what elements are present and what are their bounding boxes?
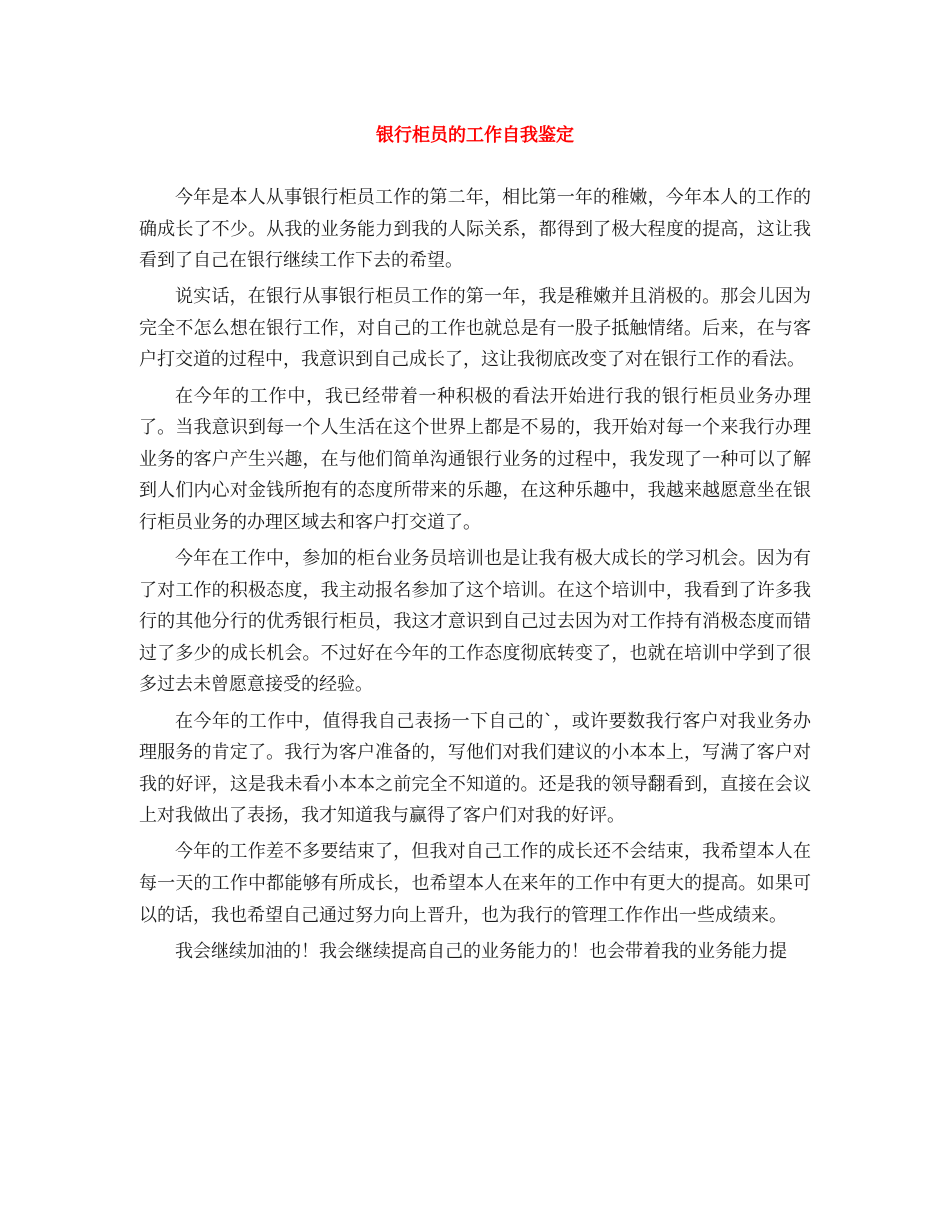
paragraph-6: 今年的工作差不多要结束了，但我对自己工作的成长还不会结束，我希望本人在每一天的工作中都能够有所成长，也希望本人在来年的工作中有更大的提高。如果可以的话，我也希望自己通过努力向上晋升，也为我行的管理工作作出一些成绩来。	[139, 841, 811, 926]
paragraph-1: 今年是本人从事银行柜员工作的第二年，相比第一年的稚嫩，今年本人的工作的确成长了不少。从我的业务能力到我的人际关系，都得到了极大程度的提高，这让我看到了自己在银行继续工作下去的希望。	[139, 187, 811, 272]
paragraph-7: 我会继续加油的！我会继续提高自己的业务能力的！也会带着我的业务能力提	[175, 940, 787, 962]
document-title: 银行柜员的工作自我鉴定	[376, 125, 574, 146]
document-body	[139, 182, 811, 972]
paragraph-3: 在今年的工作中，我已经带着一种积极的看法开始进行我的银行柜员业务办理了。当我意识到每一个人生活在这个世界上都是不易的，我开始对每一个来我行办理业务的客户产生兴趣，在与他们简单沟通银行业务的过程中，我发现了一种可以了解到人们内心对金钱所抱有的态度所带来的乐趣，在这种乐趣中，我越来越愿意坐在银行柜员业务的办理区域去和客户打交道了。	[139, 385, 811, 533]
paragraph-5: 在今年的工作中，值得我自己表扬一下自己的`，或许要数我行客户对我业务办理服务的肯定了。我行为客户准备的，写他们对我们建议的小本本上，写满了客户对我的好评，这是我未看小本本之前完全不知道的。还是我的领导翻看到，直接在会议上对我做出了表扬，我才知道我与赢得了客户们对我的好评。	[139, 710, 811, 827]
paragraph-2: 说实话，在银行从事银行柜员工作的第一年，我是稚嫩并且消极的。那会儿因为完全不怎么想在银行工作，对自己的工作也就总是有一股子抵触情绪。后来，在与客户打交道的过程中，我意识到自己成长了，这让我彻底改变了对在银行工作的看法。	[139, 286, 811, 371]
paragraph-4: 今年在工作中，参加的柜台业务员培训也是让我有极大成长的学习机会。因为有了对工作的积极态度，我主动报名参加了这个培训。在这个培训中，我看到了许多我行的其他分行的优秀银行柜员，我这才意识到自己过去因为对工作持有消极态度而错过了多少的成长机会。不过好在今年的工作态度彻底转变了，也就在培训中学到了很多过去未曾愿意接受的经验。	[139, 548, 811, 696]
